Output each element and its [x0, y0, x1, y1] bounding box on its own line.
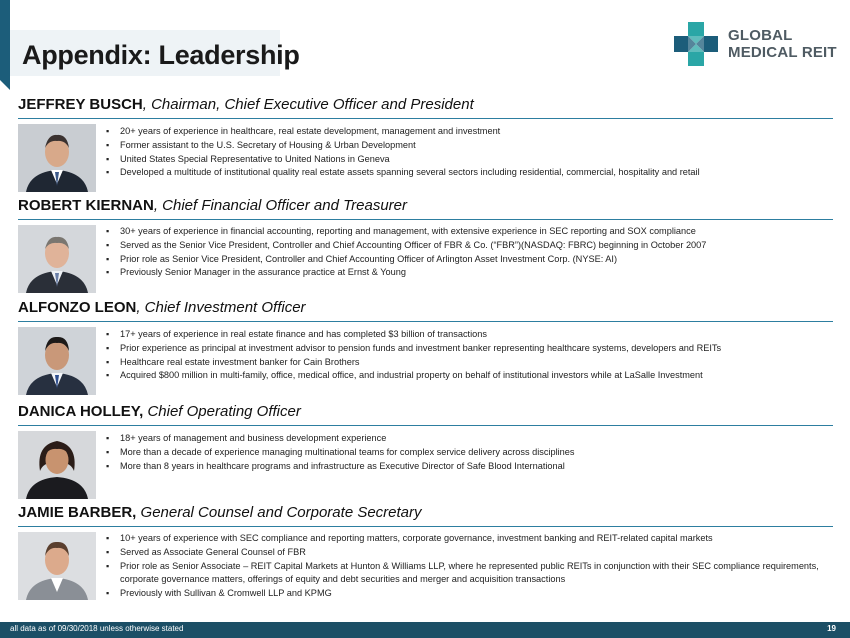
leader-role: , Chairman, Chief Executive Officer and President — [142, 96, 474, 113]
bullet-item: ▪ 17+ years of experience in real estate finance and has completed $3 billion of transactions — [106, 328, 831, 342]
accent-bar — [0, 0, 10, 80]
section-rule — [18, 219, 833, 220]
headshot-photo — [18, 532, 96, 600]
leader-name: ROBERT KIERNAN — [18, 197, 154, 214]
person-portrait-icon — [18, 225, 96, 293]
bullet-item: ▪ Served as Associate General Counsel of FBR — [106, 546, 831, 560]
section-rule — [18, 118, 833, 119]
bullet-item: ▪ Developed a multitude of institutional quality real estate assets spanning several sectors including residential, commercial, hospitality and retail — [106, 166, 831, 180]
leader-role: Chief Operating Officer — [143, 403, 301, 420]
slide-header — [0, 0, 850, 84]
bullet-item: ▪ Prior experience as principal at investment advisor to pension funds and investment banker representing healthcare systems, developers and REITs — [106, 342, 831, 356]
bullet-item: ▪ Previously with Sullivan & Cromwell LLP and KPMG — [106, 587, 831, 601]
person-portrait-icon — [18, 327, 96, 395]
bullet-list — [106, 125, 831, 180]
bullet-item: ▪ 10+ years of experience with SEC compliance and reporting matters, corporate governance, investment banking and REIT-related capital markets — [106, 532, 831, 546]
headshot-photo — [18, 225, 96, 293]
bullet-item: ▪ 18+ years of management and business development experience — [106, 432, 831, 446]
bullet-list — [106, 225, 831, 280]
accent-bar-tip — [0, 80, 10, 90]
bullet-list — [106, 532, 831, 601]
leader-heading — [18, 95, 833, 115]
bullet-item: ▪ More than a decade of experience managing multinational teams for complex service delivery across disciplines — [106, 446, 831, 460]
logo-text — [728, 27, 837, 61]
bullet-item: ▪ 20+ years of experience in healthcare, real estate development, management and investment — [106, 125, 831, 139]
bullet-item: ▪ Previously Senior Manager in the assurance practice at Ernst & Young — [106, 266, 831, 280]
page-title: Appendix: Leadership — [22, 40, 300, 70]
bullet-item: ▪ Served as the Senior Vice President, Controller and Chief Accounting Officer of FBR & Co. (“FBR”)(NASDAQ: FBRC) beginning in October 2007 — [106, 239, 831, 253]
bullet-item: ▪ Healthcare real estate investment banker for Cain Brothers — [106, 356, 831, 370]
headshot-photo — [18, 327, 96, 395]
person-portrait-icon — [18, 431, 96, 499]
person-portrait-icon — [18, 532, 96, 600]
leader-section-kiernan — [18, 196, 833, 301]
leader-heading — [18, 298, 833, 318]
bullet-item: ▪ United States Special Representative to United Nations in Geneva — [106, 153, 831, 167]
bullet-item: ▪ 30+ years of experience in financial accounting, reporting and management, with extensive experience in SEC reporting and SOX compliance — [106, 225, 831, 239]
page-number: 19 — [827, 624, 836, 633]
section-rule — [18, 425, 833, 426]
leader-section-leon — [18, 298, 833, 403]
leader-role: , Chief Financial Officer and Treasurer — [153, 197, 407, 214]
bullet-item: ▪ Former assistant to the U.S. Secretary of Housing & Urban Development — [106, 139, 831, 153]
person-portrait-icon — [18, 124, 96, 192]
bullet-item: ▪ Prior role as Senior Vice President, Controller and Chief Accounting Officer of Arlington Asset Investment Corp. (NYSE: AI) — [106, 253, 831, 267]
cross-logo-icon — [672, 20, 720, 68]
leader-name: JAMIE BARBER, — [18, 504, 137, 521]
leader-role: General Counsel and Corporate Secretary — [136, 504, 422, 521]
slide-footer — [0, 622, 850, 638]
bullet-item: ▪ Acquired $800 million in multi-family, office, medical office, and industrial property on behalf of institutional investors while at LaSalle Investment — [106, 369, 831, 383]
section-rule — [18, 526, 833, 527]
headshot-photo — [18, 431, 96, 499]
leader-name: ALFONZO LEON — [18, 299, 137, 316]
leader-heading — [18, 196, 833, 216]
company-logo — [672, 20, 842, 68]
leader-heading — [18, 402, 833, 422]
bullet-list — [106, 432, 831, 473]
leader-section-holley — [18, 402, 833, 507]
logo-line-1: GLOBAL — [728, 27, 793, 44]
section-rule — [18, 321, 833, 322]
leader-name: JEFFREY BUSCH — [18, 96, 143, 113]
bullet-list — [106, 328, 831, 383]
bullet-item: ▪ More than 8 years in healthcare programs and infrastructure as Executive Director of Safe Blood International — [106, 460, 831, 474]
footnote: all data as of 09/30/2018 unless otherwise stated — [10, 624, 184, 633]
leader-section-busch — [18, 95, 833, 200]
leader-heading — [18, 503, 833, 523]
leader-section-barber — [18, 503, 833, 621]
bullet-item: ▪ Prior role as Senior Associate – REIT Capital Markets at Hunton & Williams LLP, where he represented public REITs in conjunction with their SEC compliance requirements, corporate governance matters, offerings of equity and debt securities and merger and acquisition transactions — [106, 560, 831, 588]
leader-role: , Chief Investment Officer — [136, 299, 306, 316]
headshot-photo — [18, 124, 96, 192]
logo-line-2: MEDICAL REIT — [728, 44, 837, 61]
leader-name: DANICA HOLLEY, — [18, 403, 144, 420]
